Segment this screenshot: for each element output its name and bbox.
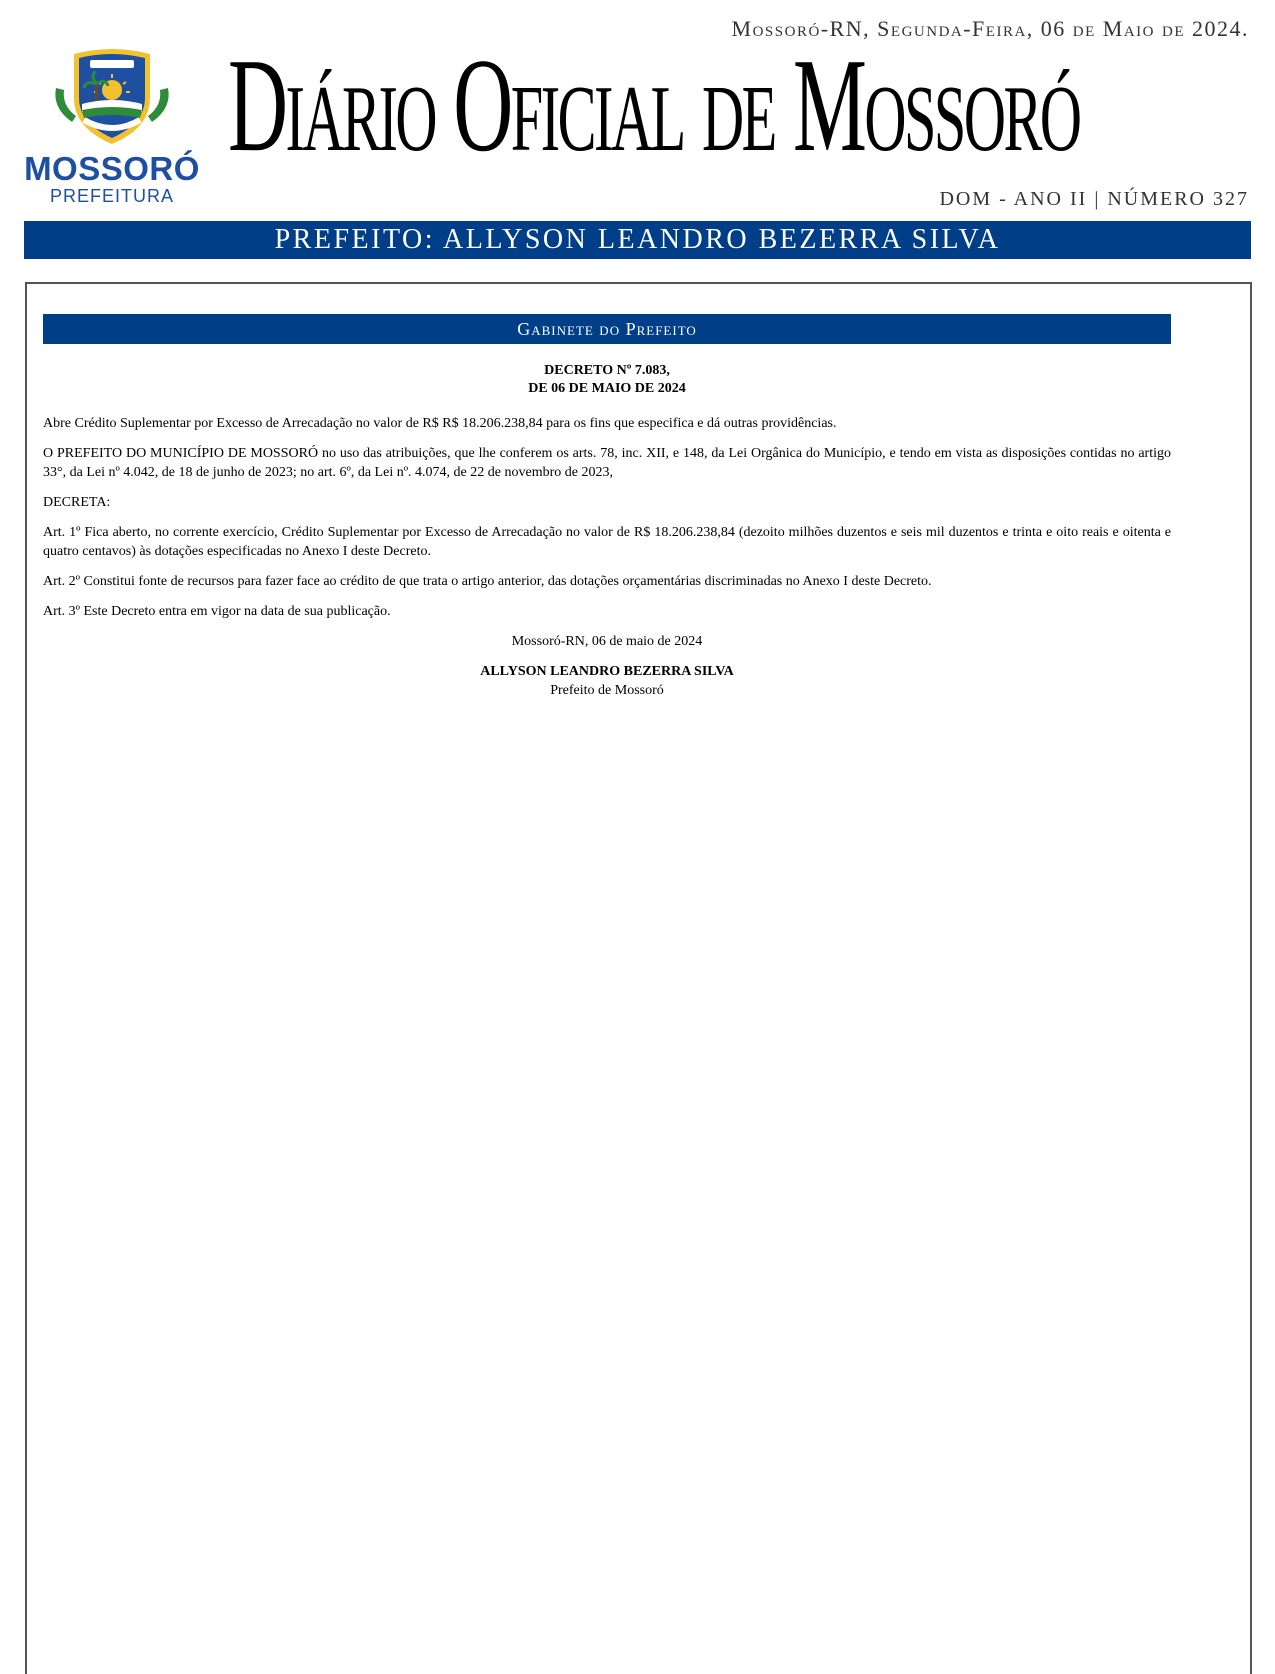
decree-decreta: DECRETA:: [43, 495, 111, 510]
decree-summary: Abre Crédito Suplementar por Excesso de Arrecadação no valor de R$ R$ 18.206.238,84 para os fins que especifica e dá outras providências.: [43, 416, 837, 431]
decree-title-line2: DE 06 DE MAIO DE 2024: [528, 381, 686, 396]
decree-article-1: Art. 1º Fica aberto, no corrente exercício, Crédito Suplementar por Excesso de Arrecadação no valor de R$ 18.206.238,84 (dezoito milhões duzentos e seis mil duzentos e trinta e oito reais e oitenta e quatro centavos) às dotações especificadas no Anexo I deste Decreto.: [43, 525, 1171, 559]
section-title: Gabinete do Prefeito: [43, 314, 1171, 344]
decree-body: [43, 414, 1171, 700]
signature-block: [43, 632, 1171, 700]
mayor-banner: PREFEITO: ALLYSON LEANDRO BEZERRA SILVA: [24, 221, 1251, 259]
logo-name: MOSSORÓ: [24, 150, 200, 187]
decree-preamble: O PREFEITO DO MUNICÍPIO DE MOSSORÓ no uso das atribuições, que lhe conferem os arts. 78, inc. XII, e 148, da Lei Orgânica do Município, e tendo em vista as disposições contidas no artigo 33°, da Lei nº 4.042, de 18 de junho de 2023; no art. 6º, da Lei nº. 4.074, de 22 de novembro de 2023,: [43, 446, 1171, 480]
crest-icon: [50, 46, 174, 150]
place-date: Mossoró-RN, 06 de maio de 2024: [511, 634, 703, 649]
signer-name: ALLYSON LEANDRO BEZERRA SILVA: [480, 664, 734, 679]
decree-title: [43, 362, 1171, 398]
prefeitura-logo: [22, 46, 202, 206]
content-frame: [25, 282, 1252, 1674]
decree-article-2: Art. 2º Constitui fonte de recursos para fazer face ao crédito de que trata o artigo anterior, das dotações orçamentárias discriminadas no Anexo I deste Decreto.: [43, 574, 932, 589]
edition-number: DOM - ANO II | NÚMERO 327: [939, 188, 1249, 210]
masthead-title: Diário Oficial de Mossoró: [228, 31, 1080, 179]
logo-subtitle: PREFEITURA: [49, 186, 174, 206]
signer-role: Prefeito de Mossoró: [550, 683, 664, 698]
dateline: Mossoró-RN, Segunda-Feira, 06 de Maio de 2024.: [731, 16, 1249, 41]
decree-article-3: Art. 3º Este Decreto entra em vigor na data de sua publicação.: [43, 604, 391, 619]
decree-title-line1: DECRETO Nº 7.083,: [544, 363, 670, 378]
